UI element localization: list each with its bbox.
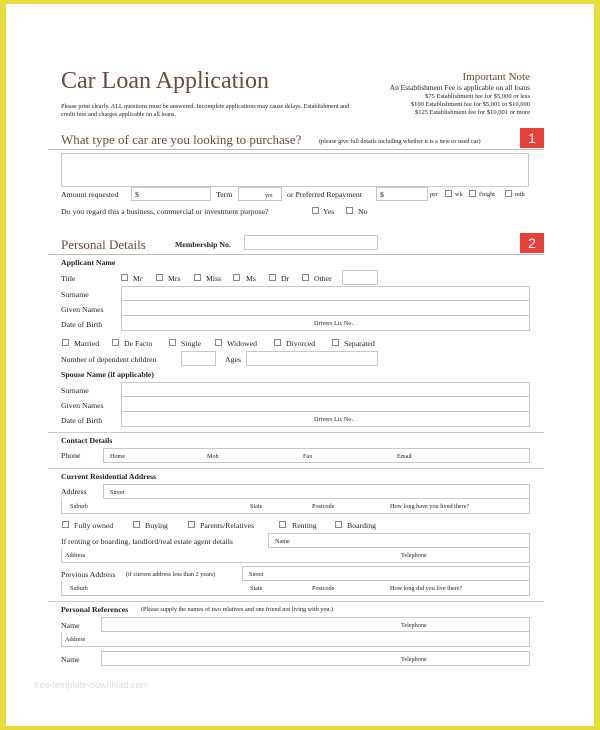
preferred-repayment-label: or Preferred Repayment bbox=[287, 190, 362, 199]
previous-suburb-label: Suburb bbox=[70, 585, 88, 592]
marital-separated-label: Separated bbox=[344, 339, 375, 348]
title-label: Title bbox=[61, 274, 76, 283]
business-purpose-question: Do you regard this a business, commercial or investment purpose? bbox=[61, 207, 269, 216]
marital-divorced-label: Divorced bbox=[286, 339, 316, 348]
marital-widowed-checkbox[interactable] bbox=[215, 339, 222, 346]
business-no-label: No bbox=[358, 207, 368, 216]
amount-requested-input[interactable] bbox=[131, 187, 211, 201]
application-form bbox=[6, 4, 594, 726]
section-divider bbox=[48, 468, 544, 469]
section-divider bbox=[48, 601, 544, 602]
fully-owned-checkbox[interactable] bbox=[62, 521, 69, 528]
applicant-name-heading: Applicant Name bbox=[61, 258, 116, 267]
spouse-surname-label: Surname bbox=[61, 386, 89, 395]
street-label: Street bbox=[110, 489, 125, 496]
landlord-address-row[interactable] bbox=[61, 548, 530, 563]
previous-state-label: State bbox=[250, 585, 263, 592]
period-wk-label: wk bbox=[455, 191, 463, 198]
spouse-name-heading: Spouse Name (if applicable) bbox=[61, 370, 154, 379]
ages-input[interactable] bbox=[246, 351, 378, 366]
renting-checkbox[interactable] bbox=[279, 521, 286, 528]
street-input[interactable] bbox=[103, 484, 530, 499]
page-title: Car Loan Application bbox=[61, 68, 269, 94]
landlord-telephone-label: Telephone bbox=[401, 552, 427, 559]
title-miss-checkbox[interactable] bbox=[194, 274, 201, 281]
previous-street-label: Street bbox=[249, 571, 264, 578]
period-wk-checkbox[interactable] bbox=[445, 190, 452, 197]
section1-hint: (please give full details including whether it is a new or used car) bbox=[319, 138, 481, 145]
fax-label: Fax bbox=[303, 453, 313, 460]
reference2-name-label: Name bbox=[61, 655, 80, 664]
dollar-prefix: $ bbox=[135, 190, 139, 199]
title-mr-checkbox[interactable] bbox=[121, 274, 128, 281]
spouse-given-names-input[interactable] bbox=[121, 397, 530, 412]
membership-input[interactable] bbox=[244, 235, 378, 250]
boarding-label: Boarding bbox=[347, 521, 377, 530]
marital-divorced-checkbox[interactable] bbox=[274, 339, 281, 346]
surname-input[interactable] bbox=[121, 286, 530, 301]
term-suffix: yrs bbox=[265, 192, 273, 199]
note-line: $100 Establishment fee for $5,001 to $10,000 bbox=[410, 101, 530, 108]
business-yes-checkbox[interactable] bbox=[312, 207, 319, 214]
previous-how-long-label: How long did you live there? bbox=[390, 585, 463, 592]
spouse-drivers-lic-label: Drivers Lic No. bbox=[314, 416, 354, 423]
title-mrs-checkbox[interactable] bbox=[156, 274, 163, 281]
phone-inputs[interactable] bbox=[103, 448, 530, 463]
spouse-surname-input[interactable] bbox=[121, 382, 530, 397]
reference2-name-input[interactable] bbox=[101, 651, 530, 666]
dob-input[interactable] bbox=[121, 316, 530, 331]
marital-separated-checkbox[interactable] bbox=[332, 339, 339, 346]
references-heading: Personal References bbox=[61, 605, 129, 614]
period-mth-label: mth bbox=[515, 191, 525, 198]
previous-suburb-row[interactable] bbox=[61, 581, 530, 596]
marital-single-checkbox[interactable] bbox=[169, 339, 176, 346]
note-line: An Establishment Fee is applicable on all loans bbox=[389, 83, 530, 92]
reference1-telephone-label: Telephone bbox=[401, 622, 427, 629]
given-names-input[interactable] bbox=[121, 301, 530, 316]
reference1-address-row[interactable] bbox=[61, 632, 530, 647]
marital-married-checkbox[interactable] bbox=[62, 339, 69, 346]
parents-relatives-checkbox[interactable] bbox=[188, 521, 195, 528]
spouse-dob-input[interactable] bbox=[121, 412, 530, 427]
state-label: State bbox=[250, 503, 263, 510]
previous-address-hint: (if current address less than 2 years) bbox=[126, 571, 216, 578]
dependents-label: Number of dependent children bbox=[61, 355, 157, 364]
landlord-name-input[interactable] bbox=[268, 533, 530, 548]
title-mrs-label: Mrs bbox=[168, 274, 181, 283]
section2-title: Personal Details bbox=[61, 237, 146, 252]
suburb-row[interactable] bbox=[61, 499, 530, 514]
car-details-textarea[interactable] bbox=[61, 153, 529, 187]
mobile-phone-label: Mob bbox=[207, 453, 219, 460]
reference1-address-label: Address bbox=[65, 636, 86, 643]
home-phone-label: Home bbox=[110, 453, 126, 460]
landlord-name-label: Name bbox=[275, 538, 290, 545]
amount-requested-label: Amount requested bbox=[61, 190, 119, 199]
dependents-input[interactable] bbox=[181, 351, 216, 366]
buying-label: Buying bbox=[145, 521, 168, 530]
title-other-input[interactable] bbox=[342, 270, 378, 285]
section-divider bbox=[48, 149, 544, 150]
fully-owned-label: Fully owned bbox=[74, 521, 114, 530]
title-ms-label: Ms bbox=[246, 274, 256, 283]
marital-widowed-label: Widowed bbox=[227, 339, 257, 348]
spouse-given-names-label: Given Names bbox=[61, 401, 104, 410]
title-other-checkbox[interactable] bbox=[302, 274, 309, 281]
section-divider bbox=[48, 254, 544, 255]
marital-single-label: Single bbox=[181, 339, 201, 348]
residential-address-heading: Current Residential Address bbox=[61, 472, 157, 481]
previous-address-label: Previous Address bbox=[61, 570, 116, 579]
term-input[interactable] bbox=[238, 187, 282, 201]
per-label: per bbox=[430, 191, 438, 198]
phone-label: Phone bbox=[61, 451, 81, 460]
section1-title: What type of car are you looking to purchase? bbox=[61, 132, 302, 147]
period-fnight-label: f'night bbox=[479, 191, 495, 198]
period-fnight-checkbox[interactable] bbox=[469, 190, 476, 197]
reference1-name-input[interactable] bbox=[101, 617, 530, 632]
landlord-label: If renting or boarding, landlord/real estate agent details bbox=[61, 537, 233, 546]
note-line: $75 Establishment fee for $5,000 or less bbox=[425, 93, 530, 100]
title-ms-checkbox[interactable] bbox=[233, 274, 240, 281]
suburb-label: Suburb bbox=[70, 503, 88, 510]
title-dr-checkbox[interactable] bbox=[269, 274, 276, 281]
period-mth-checkbox[interactable] bbox=[505, 190, 512, 197]
parents-relatives-label: Parents/Relatives bbox=[200, 521, 255, 530]
reference1-name-label: Name bbox=[61, 621, 80, 630]
ages-label: Ages bbox=[225, 355, 242, 364]
renting-label: Renting bbox=[292, 521, 317, 530]
spouse-dob-label: Date of Birth bbox=[61, 416, 103, 425]
buying-checkbox[interactable] bbox=[133, 521, 140, 528]
business-yes-label: Yes bbox=[323, 207, 335, 216]
previous-postcode-label: Postcode bbox=[312, 585, 335, 592]
note-line: $125 Establishment fee for $10,001 or more bbox=[415, 109, 530, 116]
contact-details-heading: Contact Details bbox=[61, 436, 113, 445]
references-hint: (Please supply the names of two relatives and one friend not living with you.) bbox=[141, 606, 334, 613]
business-no-checkbox[interactable] bbox=[346, 207, 353, 214]
postcode-label: Postcode bbox=[312, 503, 335, 510]
marital-married-label: Married bbox=[74, 339, 100, 348]
important-note-heading: Important Note bbox=[462, 71, 530, 83]
how-long-label: How long have you lived there? bbox=[390, 503, 470, 510]
term-label: Term bbox=[216, 190, 233, 199]
marital-defacto-checkbox[interactable] bbox=[112, 339, 119, 346]
boarding-checkbox[interactable] bbox=[335, 521, 342, 528]
dollar-prefix: $ bbox=[380, 190, 384, 199]
landlord-address-label: Address bbox=[65, 552, 86, 559]
reference2-telephone-label: Telephone bbox=[401, 656, 427, 663]
intro-text: Please print clearly. ALL questions must be answered. Incomplete applications may cause delays. Establishment and credit fees and charges applicable on all loans. bbox=[61, 103, 350, 118]
address-label: Address bbox=[61, 487, 87, 496]
email-label: Email bbox=[397, 453, 412, 460]
title-dr-label: Dr bbox=[281, 274, 290, 283]
title-miss-label: Miss bbox=[206, 274, 222, 283]
surname-label: Surname bbox=[61, 290, 89, 299]
repayment-input[interactable] bbox=[376, 187, 428, 201]
drivers-lic-label: Drivers Lic No. bbox=[314, 320, 354, 327]
title-other-label: Other bbox=[314, 274, 332, 283]
dob-label: Date of Birth bbox=[61, 320, 103, 329]
title-mr-label: Mr bbox=[133, 274, 143, 283]
section-divider bbox=[48, 432, 544, 433]
previous-street-input[interactable] bbox=[242, 566, 530, 581]
membership-label: Membership No. bbox=[175, 240, 231, 249]
given-names-label: Given Names bbox=[61, 305, 104, 314]
section2-number: 2 bbox=[520, 233, 544, 253]
watermark: free-template-download.com bbox=[34, 680, 149, 690]
section1-number: 1 bbox=[520, 128, 544, 148]
marital-defacto-label: De Facto bbox=[124, 339, 153, 348]
